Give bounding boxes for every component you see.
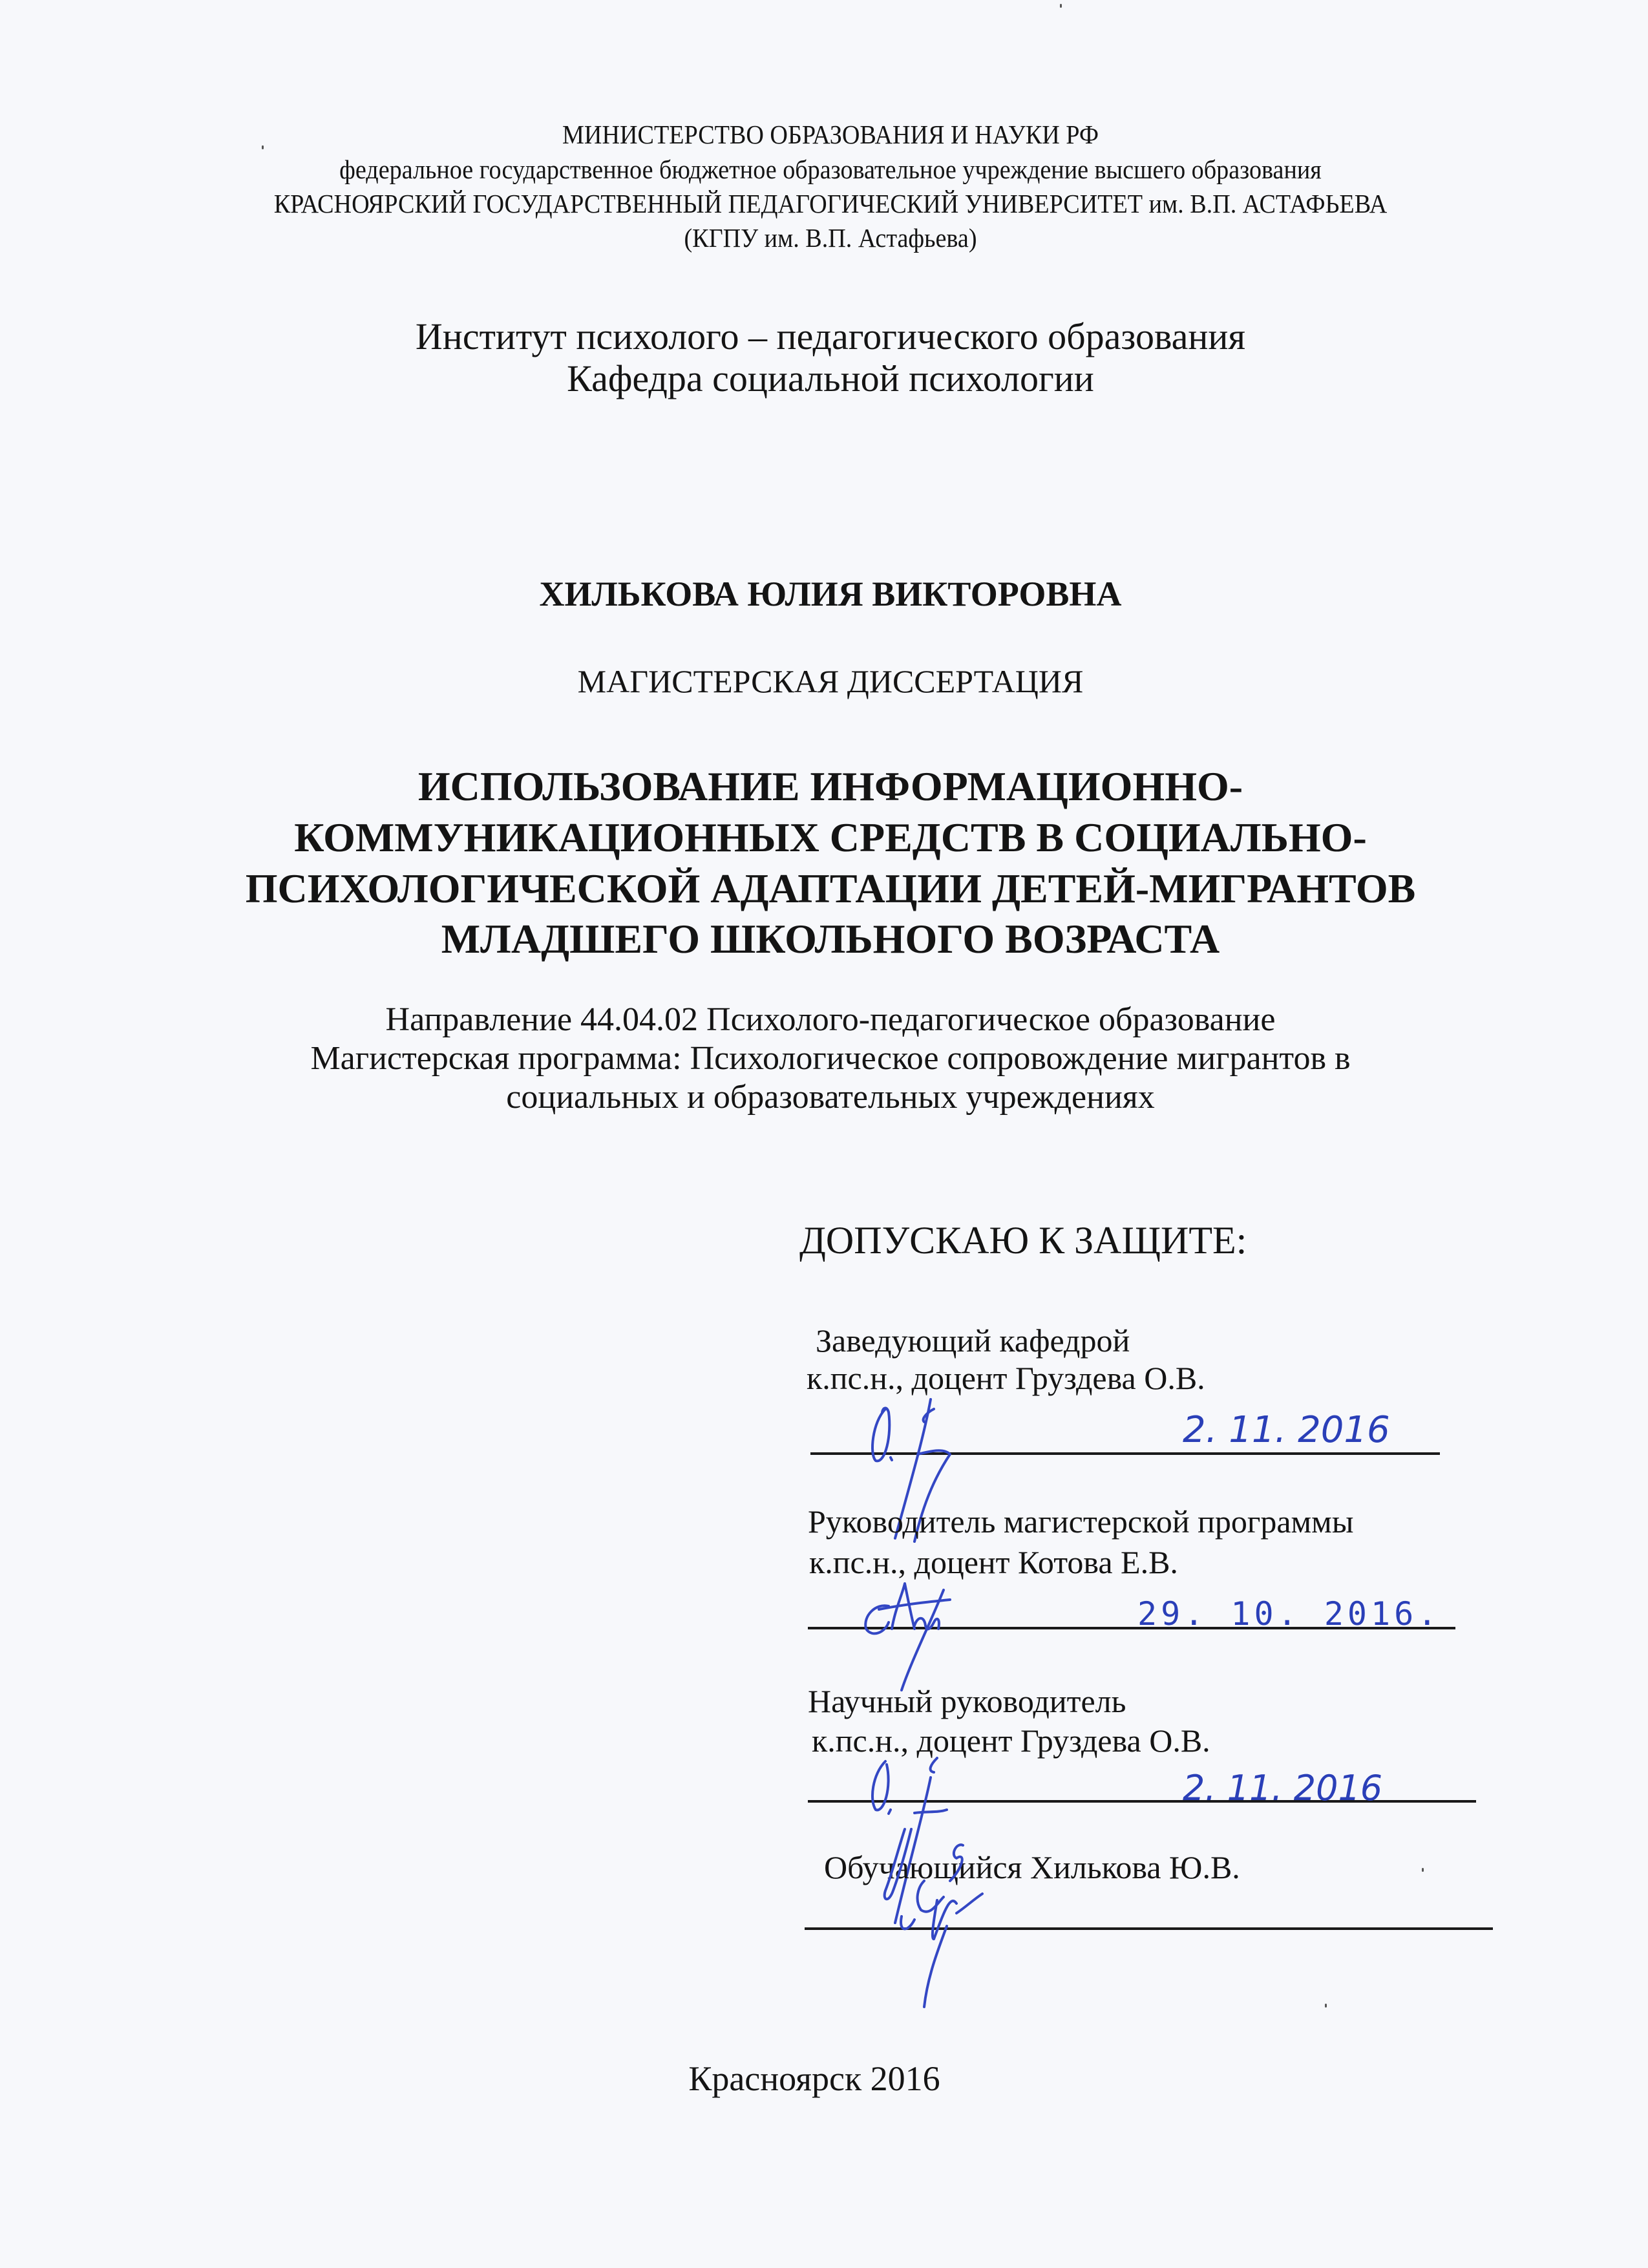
student-signatory: Обучающийся Хилькова Ю.В. [824,1849,1240,1885]
scan-speck [262,145,264,149]
university-short-line: (КГПУ им. В.П. Астафьева) [684,223,977,253]
scan-speck [1060,4,1062,8]
master-program-line: Магистерская программа: Психологическое сопровождение мигрантов в [310,1040,1351,1077]
signatory-person: к.пс.н., доцент Котова Е.В. [809,1544,1178,1580]
work-type: МАГИСТЕРСКАЯ ДИССЕРТАЦИЯ [577,663,1084,699]
handwritten-date: 2. 11. 2016 [1183,1768,1383,1808]
scan-speck [1325,2004,1327,2008]
direction-line: Направление 44.04.02 Психолого-педагогическое образование [385,1001,1276,1038]
title-line: ПСИХОЛОГИЧЕСКОЙ АДАПТАЦИИ ДЕТЕЙ-МИГРАНТОВ [245,865,1416,911]
title-line: МЛАДШЕГО ШКОЛЬНОГО ВОЗРАСТА [441,916,1220,962]
university-line: КРАСНОЯРСКИЙ ГОСУДАРСТВЕННЫЙ ПЕДАГОГИЧЕСКИЙ УНИВЕРСИТЕТ им. В.П. АСТАФЬЕВА [273,189,1388,218]
author-name: ХИЛЬКОВА ЮЛИЯ ВИКТОРОВНА [539,575,1122,613]
signatory-role: Руководитель магистерской программы [808,1503,1354,1540]
title-line: ИСПОЛЬЗОВАНИЕ ИНФОРМАЦИОННО- [417,763,1243,809]
handwritten-signature [840,1571,1008,1693]
title-line: КОММУНИКАЦИОННЫХ СРЕДСТВ В СОЦИАЛЬНО- [294,814,1367,860]
scan-speck [1422,1868,1424,1872]
approval-heading: ДОПУСКАЮ К ЗАЩИТЕ: [799,1219,1247,1262]
master-program-line-2: социальных и образовательных учреждениях [506,1079,1155,1116]
handwritten-date: 2. 11. 2016 [1183,1409,1390,1451]
institution-type-line: федеральное государственное бюджетное образовательное учреждение высшего образования [339,154,1322,184]
handwritten-signature [853,1829,1047,2017]
institute-name: Институт психолого – педагогического образования [415,315,1246,357]
handwritten-date: 29. 10. 2016. [1137,1595,1441,1633]
signatory-role: Заведующий кафедрой [816,1322,1130,1359]
city-year: Красноярск 2016 [688,2059,940,2098]
ministry-line: МИНИСТЕРСТВО ОБРАЗОВАНИЯ И НАУКИ РФ [562,120,1099,149]
signatory-person: к.пс.н., доцент Груздева О.В. [812,1722,1210,1759]
signatory-person: к.пс.н., доцент Груздева О.В. [807,1360,1205,1396]
signatory-role: Научный руководитель [808,1683,1126,1719]
chair-name: Кафедра социальной психологии [567,357,1094,399]
